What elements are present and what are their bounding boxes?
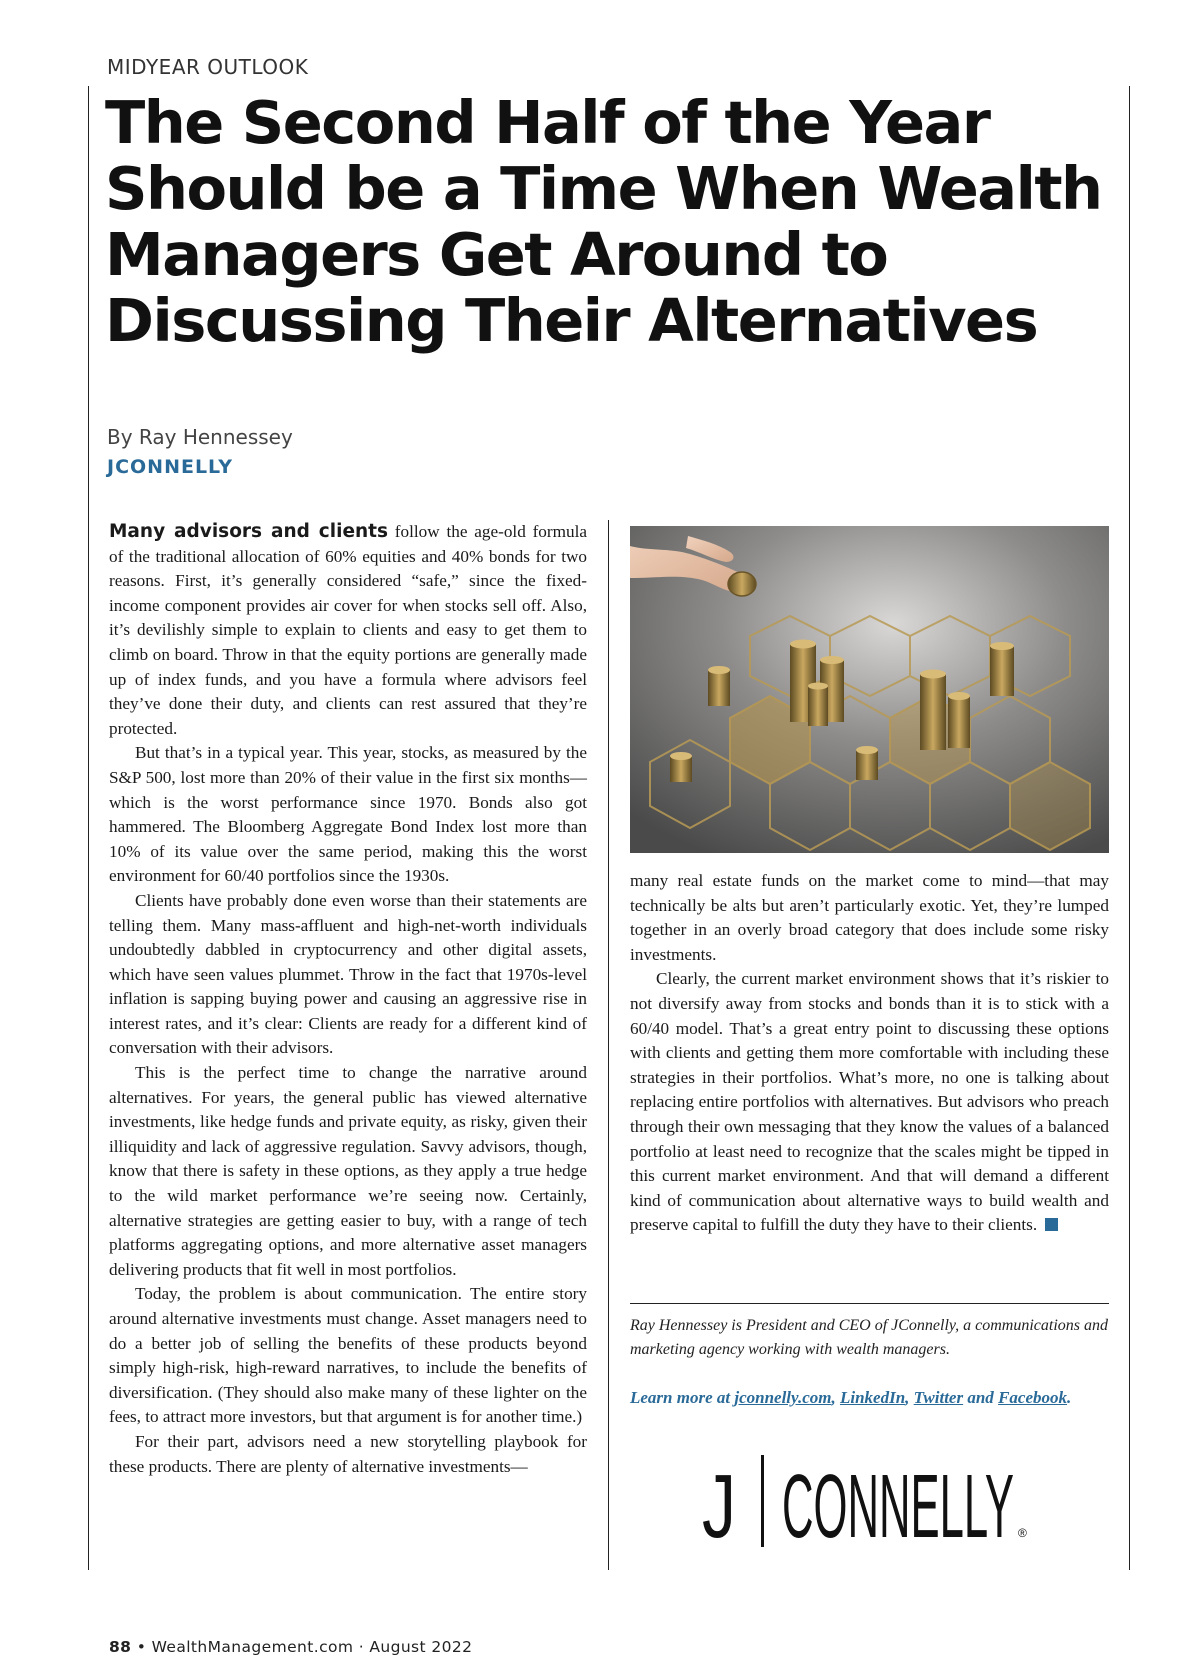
lead-in: Many advisors and clients [109, 521, 389, 542]
paragraph-1 [109, 520, 587, 741]
left-margin-rule [88, 86, 89, 1570]
footer-bullet: • [131, 1638, 152, 1656]
footer-publication: WealthManagement.com · August 2022 [151, 1638, 473, 1656]
learn-more-sep-1: , [831, 1388, 840, 1407]
learn-more-sep-2: , [905, 1388, 914, 1407]
page-number: 88 [109, 1638, 132, 1656]
column-divider-rule [608, 520, 609, 1570]
paragraph-2: But that’s in a typical year. This year, stocks, as measured by the S&P 500, lost more than 20% of their value in the first six months—which is the worst performance since 1970. Bonds also got hammered. The Bloomberg Aggregate Bond Index lost more than 10% of its value over the same period, making this the worst environment for 60/40 portfolios since the 1930s. [109, 743, 587, 886]
twitter-link[interactable]: Twitter [913, 1388, 964, 1407]
section-kicker: MIDYEAR OUTLOOK [107, 55, 309, 79]
author-bio: Ray Hennessey is President and CEO of JConnelly, a communications and marketing agency working with wealth managers. [630, 1317, 1108, 1358]
learn-more-line [630, 1388, 1071, 1408]
jconnelly-link[interactable]: jconnelly.com [734, 1388, 832, 1407]
bio-divider [630, 1303, 1109, 1304]
learn-more-prefix: Learn more at [630, 1388, 735, 1407]
logo-word: CONNELLY [782, 1457, 1014, 1547]
author-company: JCONNELLY [107, 456, 233, 478]
paragraph-1-text: follow the age-old formula of the traditional allocation of 60% equities and 40% bonds for two reasons. First, it’s generally considered “safe,” since the fixed-income component provides air cover for when stocks sell off. Also, it’s devilishly simple to explain to clients and easy to get them to climb on board. Throw in that the equity portions are generally made up of index funds, and you have a formula where advisors feel they’ve done their duty, and clients can rest assured that they’re protected. [109, 522, 587, 738]
facebook-link[interactable]: Facebook [998, 1388, 1067, 1407]
paragraph-7: many real estate funds on the market come to mind—that may technically be alts but aren’t particularly exotic. Yet, they’re lumped together in an overly broad category that does include some risky investments. [630, 871, 1109, 964]
right-margin-rule [1129, 86, 1130, 1570]
coin-stacks-photo [630, 526, 1109, 853]
article-title: The Second Half of the Year Should be a Time When Wealth Managers Get Around to Discussing Their Alternatives [105, 88, 1102, 355]
logo-divider [761, 1455, 764, 1547]
linkedin-link[interactable]: LinkedIn [839, 1388, 906, 1407]
article-column-left [109, 520, 587, 1479]
jconnelly-logo [702, 1455, 1032, 1547]
paragraph-8 [630, 967, 1109, 1238]
logo-letter: J [702, 1457, 736, 1547]
end-square-icon [1045, 1218, 1058, 1231]
byline: By Ray Hennessey [107, 425, 293, 449]
paragraph-4: This is the perfect time to change the narrative around alternatives. For years, the general public has viewed alternative investments, like hedge funds and private equity, as risky, given their illiquidity and lack of aggressive regulation. Savvy advisors, though, know that there is safety in these options, as they apply a true hedge to the wild market performance we’re seeing now. Certainly, alternative strategies are getting easier to buy, with a range of tech platforms aggregating options, and more alternative asset managers delivering products that fit well in most portfolios. [109, 1063, 587, 1279]
learn-more-suffix: . [1067, 1388, 1072, 1407]
article-column-right [630, 869, 1109, 1238]
paragraph-5: Today, the problem is about communication. The entire story around alternative investments must change. Asset managers need to do a better job of selling the benefits of these products beyond simply high-risk, high-reward narratives, to include the benefits of diversification. (They should also make many of these lighter on the fees, to attract more investors, but that argument is for another time.) [109, 1284, 587, 1427]
paragraph-6: For their part, advisors need a new storytelling playbook for these products. There are plenty of alternative investments— [109, 1431, 587, 1476]
learn-more-sep-3: and [963, 1388, 999, 1407]
paragraph-3: Clients have probably done even worse than their statements are telling them. Many mass-affluent and high-net-worth individuals undoubtedly dabbled in cryptocurrency and other digital assets, which have seen values plummet. Throw in the fact that 1970s-level inflation is sapping buying power and causing an aggressive rise in interest rates, and it’s clear: Clients are ready for a different kind of conversation with their advisors. [109, 890, 587, 1058]
paragraph-8-text: Clearly, the current market environment shows that it’s riskier to not diversify away from stocks and bonds than it is to stick with a 60/40 model. That’s a great entry point to discussing these options with clients and getting them more comfortable with including these strategies in their portfolios. What’s more, no one is talking about replacing entire portfolios with alternatives. But advisors who preach through their own messaging that they know the values of a balanced portfolio at least need to recognize that the scales might be tipped in this current market environment. And that will demand a different kind of communication about alternative ways to build wealth and preserve capital to fulfill the duty they have to their clients. [630, 969, 1109, 1235]
logo-registered-mark: ® [1018, 1526, 1027, 1540]
page-footer [109, 1638, 472, 1656]
